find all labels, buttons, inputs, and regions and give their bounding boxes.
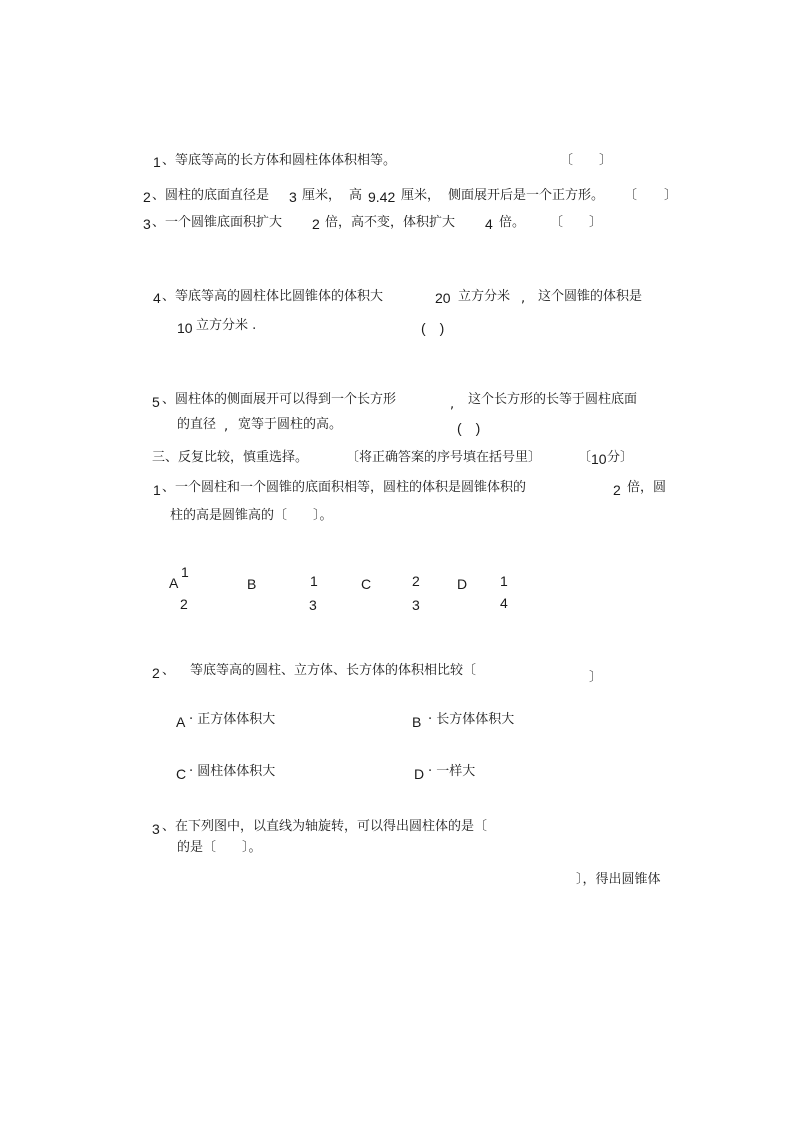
q2-text-c: 高 [349, 188, 363, 203]
q4-text-d: 立方分米 . [196, 318, 257, 333]
q5-text-d: 宽等于圆柱的高。 [238, 417, 343, 432]
q3-text-c: 倍。 [499, 215, 526, 230]
option-a-denominator: 2 [180, 596, 188, 612]
q3-text-a: 、一个圆锥底面积扩大 [152, 215, 283, 230]
q2-height-value: 9.42 [368, 189, 396, 205]
choice-q2-option-c-letter[interactable]: C [176, 766, 187, 782]
q4-text-c: 这个圆锥的体积是 [538, 289, 643, 304]
q3-text-b: 倍，高不变，体积扩大 [325, 215, 456, 230]
choice-q1-number: 1 [153, 482, 161, 498]
q2-diameter-value: 3 [289, 189, 297, 205]
q2-text-e: 侧面展开后是一个正方形。 [448, 188, 605, 203]
option-c-numerator: 2 [412, 573, 420, 589]
choice-q1-text-a: 、一个圆柱和一个圆锥的底面积相等，圆柱的体积是圆锥体积的 [162, 480, 527, 495]
choice-q2-option-d-letter[interactable]: D [414, 766, 425, 782]
q5-answer-bracket[interactable]: ( ) [457, 420, 481, 436]
q4-cone-volume: 10 [177, 320, 193, 336]
choice-q3-text-b: 的是〔 〕。 [177, 840, 262, 855]
q4-volume-diff: 20 [435, 290, 451, 306]
q4-comma: , [521, 291, 526, 306]
choice-q2-option-b-text[interactable]: · 长方体体积大 [428, 712, 515, 727]
q2-bracket-close[interactable]: 〕 [664, 188, 678, 203]
option-c-letter[interactable]: C [361, 576, 372, 592]
option-b-denominator: 3 [309, 597, 317, 613]
q3-number: 3 [143, 216, 151, 232]
option-a-numerator: 1 [181, 564, 189, 580]
choice-q2-option-d-text[interactable]: · 一样大 [428, 764, 476, 779]
choice-q2-option-b-letter[interactable]: B [412, 714, 422, 730]
choice-q2-number: 2 [152, 665, 160, 681]
choice-q3-text-c: 〕，得出圆锥体 [576, 872, 661, 887]
section-3-title: 三、反复比较，慎重选择。 [152, 450, 309, 465]
section-3-points-value: 10 [591, 451, 607, 467]
choice-q2-option-a-text[interactable]: · 正方体体积大 [189, 712, 276, 727]
q2-text-b: 厘米， [302, 188, 342, 203]
option-b-letter[interactable]: B [247, 576, 257, 592]
section-3-instruction: 〔将正确答案的序号填在括号里〕 [346, 450, 542, 465]
q5-text-c: 的直径 [177, 417, 217, 432]
option-d-letter[interactable]: D [457, 576, 468, 592]
choice-q1-text-b: 倍，圆 [627, 480, 667, 495]
q4-number: 4 [153, 290, 161, 306]
q2-text-d: 厘米， [401, 188, 441, 203]
section-3-points-close: 分〕 [607, 450, 634, 465]
choice-q2-text: 等底等高的圆柱、立方体、长方体的体积相比较〔 [190, 663, 477, 678]
q5-text-a: 、圆柱体的侧面展开可以得到一个长方形 [162, 392, 397, 407]
option-b-numerator: 1 [310, 573, 318, 589]
section-3-points-open: 〔 [578, 450, 592, 465]
choice-q2-separator: 、 [162, 663, 176, 678]
q2-number: 2 [143, 189, 151, 205]
q5-comma-1: , [450, 397, 455, 412]
q3-value-2: 4 [485, 216, 493, 232]
choice-q1-multiple: 2 [613, 482, 621, 498]
q4-answer-bracket[interactable]: ( ) [421, 320, 445, 336]
q5-number: 5 [152, 394, 160, 410]
choice-q1-text-c: 柱的高是圆锥高的〔 〕。 [170, 508, 333, 523]
q2-bracket-open[interactable]: 〔 [624, 188, 638, 203]
q3-value-1: 2 [312, 216, 320, 232]
q5-comma-2: , [224, 419, 229, 434]
q1-answer-bracket[interactable]: 〔 〕 [560, 153, 613, 168]
choice-q3-number: 3 [152, 821, 160, 837]
option-a-letter[interactable]: A [169, 575, 179, 591]
q1-number: 1 [153, 154, 161, 170]
option-c-denominator: 3 [412, 597, 420, 613]
q3-answer-bracket[interactable]: 〔 〕 [550, 215, 603, 230]
q5-text-b: 这个长方形的长等于圆柱底面 [468, 392, 638, 407]
q2-text-a: 、圆柱的底面直径是 [152, 188, 270, 203]
q1-text: 、等底等高的长方体和圆柱体体积相等。 [162, 153, 397, 168]
option-d-numerator: 1 [500, 573, 508, 589]
q4-text-b: 立方分米 [458, 289, 511, 304]
choice-q2-option-a-letter[interactable]: A [176, 714, 186, 730]
choice-q2-option-c-text[interactable]: · 圆柱体体积大 [189, 764, 276, 779]
q4-text-a: 、等底等高的圆柱体比圆锥体的体积大 [162, 289, 384, 304]
choice-q3-text-a: 、在下列图中，以直线为轴旋转，可以得出圆柱体的是〔 [162, 819, 488, 834]
choice-q2-bracket-close[interactable]: 〕 [589, 670, 603, 685]
option-d-denominator: 4 [500, 595, 508, 611]
